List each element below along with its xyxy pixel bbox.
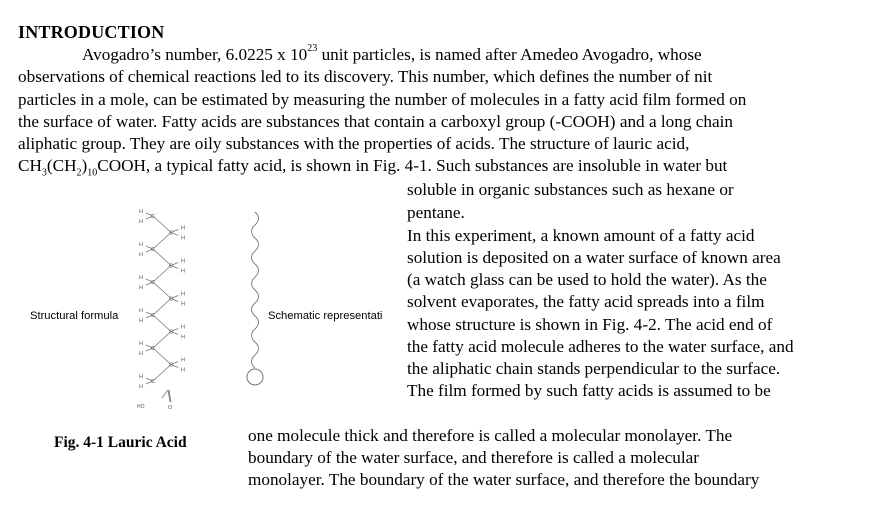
right-column-line: pentane. <box>407 203 465 222</box>
carbon-atom: C <box>169 362 173 369</box>
carbon-atom: C <box>151 247 155 253</box>
paragraph-line-2: observations of chemical reactions led to its discovery. This number, which defines the number of nit <box>18 67 713 86</box>
paragraph-line-6: $CH_3(CH_2)_{10}COOH$, a typical fatty acid, is shown in Fig. 4-1. Such substances are insoluble in water but <box>18 156 728 179</box>
carbon-atom: C <box>169 263 173 270</box>
hydrogen-atom: H <box>139 285 143 291</box>
hydrogen-atom: H <box>139 374 143 380</box>
hydrogen-atom: H <box>139 384 143 390</box>
hydrogen-atom: H <box>181 367 185 374</box>
carbon-atom: C <box>151 280 155 286</box>
section-heading: INTRODUCTION <box>18 22 165 42</box>
hydrogen-atom: H <box>181 334 185 341</box>
figure-caption: Fig. 4-1 Lauric Acid <box>54 434 187 451</box>
hydrogen-atom: H <box>181 301 185 308</box>
right-column-line: In this experiment, a known amount of a fatty acid <box>407 226 755 245</box>
bottom-line: one molecule thick and therefore is called a molecular monolayer. The <box>248 426 733 445</box>
bottom-line: boundary of the water surface, and therefore is called a molecular <box>248 448 699 467</box>
right-column-line: whose structure is shown in Fig. 4-2. The acid end of <box>407 315 773 334</box>
hydrogen-atom: H <box>139 209 143 215</box>
carbon-atom: C <box>151 214 155 220</box>
carbon-atom: C <box>151 379 155 385</box>
paragraph-line-3: particles in a mole, can be estimated by measuring the number of molecules in a fatty acid film formed on <box>18 90 747 109</box>
hydrogen-atom: H <box>139 252 143 258</box>
schematic-chain-diagram <box>238 210 274 400</box>
hydrogen-atom: H <box>139 242 143 248</box>
polar-head-circle <box>247 369 263 385</box>
hydrogen-atom: H <box>181 225 185 232</box>
hydrogen-atom: H <box>181 357 185 364</box>
carbon-atom: C <box>169 296 173 303</box>
structural-formula-label: Structural formula <box>30 310 119 322</box>
hydrogen-atom: H <box>139 341 143 347</box>
hydrogen-atom: H <box>139 275 143 281</box>
carbon-atom: C <box>151 313 155 319</box>
right-column-line: the aliphatic chain stands perpendicular to the surface. <box>407 359 781 378</box>
hydrogen-atom: H <box>139 351 143 357</box>
right-column-line: solution is deposited on a water surface of known area <box>407 248 781 267</box>
hydrogen-atom: H <box>139 219 143 225</box>
hydrogen-atom: H <box>181 235 185 242</box>
right-column-line: the fatty acid molecule adheres to the water surface, and <box>407 337 794 356</box>
hydrogen-atom: H <box>139 318 143 324</box>
paragraph-line-1: Avogadro’s number, 6.0225 x $10^{23}$ unit particles, is named after Amedeo Avogadro, whose <box>82 43 702 64</box>
right-column-line: The film formed by such fatty acids is assumed to be <box>407 381 771 400</box>
carbon-atom: C <box>169 230 173 237</box>
hydrogen-atom: H <box>181 258 185 265</box>
paragraph-line-4: the surface of water. Fatty acids are substances that contain a carboxyl group (-COOH) and a long chain <box>18 112 733 131</box>
bottom-line: monolayer. The boundary of the water surface, and therefore the boundary <box>248 470 760 489</box>
carbon-atom: C <box>169 329 173 336</box>
right-column-line: solvent evaporates, the fatty acid spreads into a film <box>407 292 765 311</box>
hydrogen-atom: H <box>181 291 185 298</box>
schematic-representation-label: Schematic representati <box>268 310 383 322</box>
hydrogen-atom: H <box>139 308 143 314</box>
oxygen-label: O <box>168 405 173 411</box>
right-column-line: soluble in organic substances such as hexane or <box>407 180 734 199</box>
paragraph-line-5: aliphatic group. They are oily substances with the properties of acids. The structure of lauric acid, <box>18 134 690 153</box>
right-column-line: (a watch glass can be used to hold the water). As the <box>407 270 767 289</box>
carbon-atom: C <box>151 346 155 352</box>
hydroxyl-label: HO <box>137 404 145 410</box>
hydrogen-atom: H <box>181 324 185 331</box>
structural-formula-diagram <box>125 200 215 418</box>
hydrogen-atom: H <box>181 268 185 275</box>
